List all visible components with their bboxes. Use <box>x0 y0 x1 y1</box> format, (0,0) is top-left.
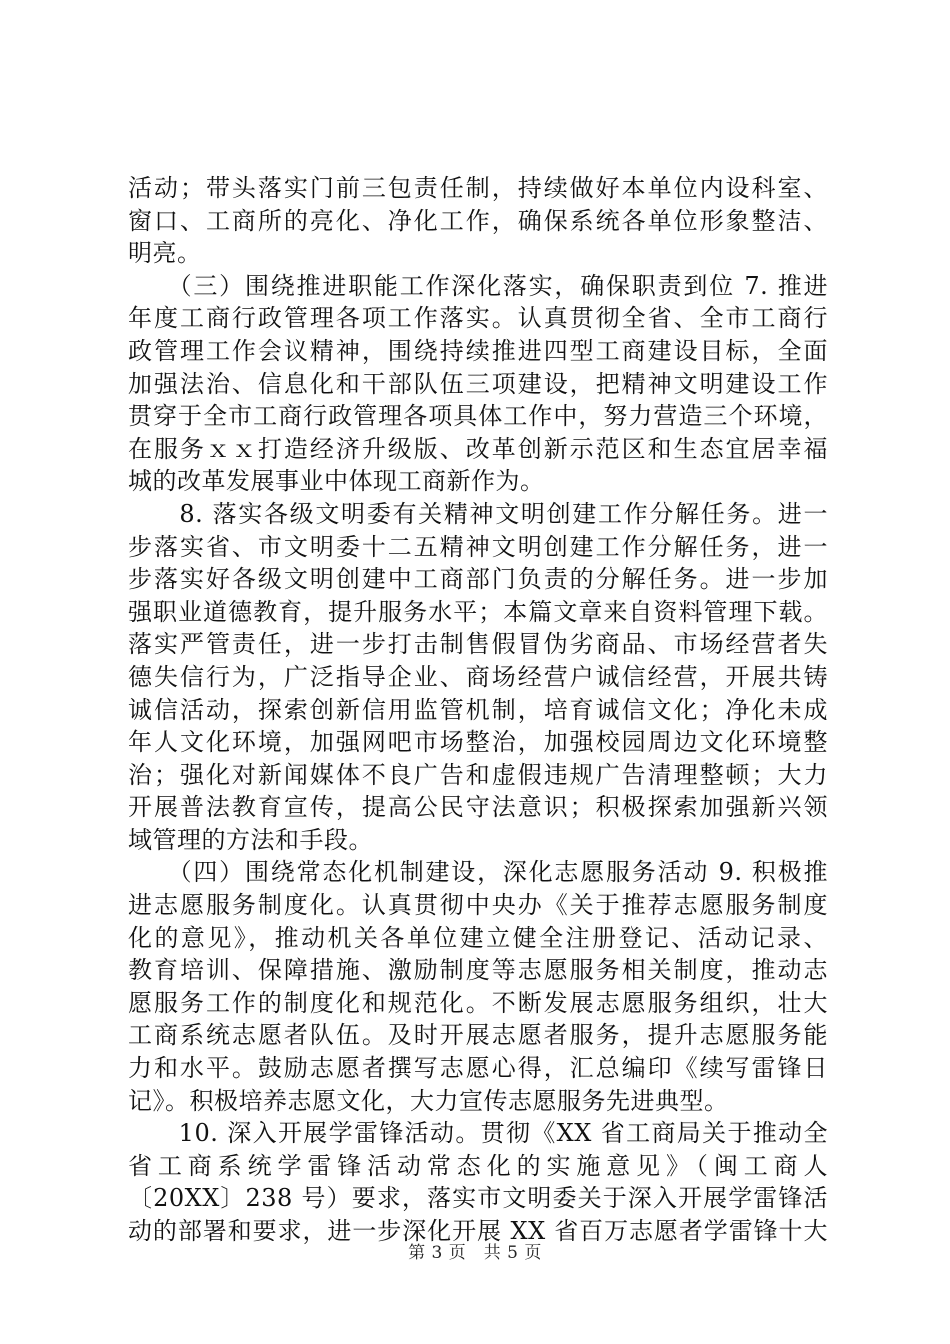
body-line: 窗口、工商所的亮化、净化工作，确保系统各单位形象整洁、 <box>128 206 828 235</box>
body-line: 步落实好各级文明创建中工商部门负责的分解任务。进一步加 <box>128 565 828 594</box>
body-line: 记》。积极培养志愿文化，大力宣传志愿服务先进典型。 <box>128 1086 729 1115</box>
body-line: 明亮。 <box>128 239 202 268</box>
body-line: 力和水平。鼓励志愿者撰写志愿心得，汇总编印《续写雷锋日 <box>128 1054 828 1083</box>
body-line: 年度工商行政管理各项工作落实。认真贯彻全省、全市工商行 <box>128 304 828 333</box>
body-line: 活动；带头落实门前三包责任制，持续做好本单位内设科室、 <box>128 174 828 202</box>
body-line: 步落实省、市文明委十二五精神文明创建工作分解任务，进一 <box>128 532 828 561</box>
body-line: 教育培训、保障措施、激励制度等志愿服务相关制度，推动志 <box>128 956 828 985</box>
body-line: 治；强化对新闻媒体不良广告和虚假违规广告清理整顿；大力 <box>128 760 828 789</box>
body-line: 城的改革发展事业中体现工商新作为。 <box>128 467 545 496</box>
body-line: 化的意见》，推动机关各单位建立健全注册登记、活动记录、 <box>128 923 828 952</box>
body-line: 愿服务工作的制度化和规范化。不断发展志愿服务组织，壮大 <box>128 988 828 1017</box>
body-line: 进志愿服务制度化。认真贯彻中央办《关于推荐志愿服务制度 <box>128 891 828 920</box>
body-line: 〔20XX〕238 号）要求，落实市文明委关于深入开展学雷锋活 <box>128 1184 828 1213</box>
body-line: 政管理工作会议精神，围绕持续推进四型工商建设目标，全面 <box>128 336 828 365</box>
body-line: 诚信活动，探索创新信用监管机制，培育诚信文化；净化未成 <box>128 695 828 724</box>
body-line: 10. 深入开展学雷锋活动。贯彻《XX 省工商局关于推动全 <box>128 1119 828 1148</box>
body-line: 在服务ｘｘ打造经济升级版、改革创新示范区和生态宜居幸福 <box>128 434 828 463</box>
body-line: 年人文化环境，加强网吧市场整治，加强校园周边文化环境整 <box>128 728 828 757</box>
body-line: 强职业道德教育，提升服务水平；本篇文章来自资料管理下载。 <box>128 597 828 626</box>
body-line: 工商系统志愿者队伍。及时开展志愿者服务，提升志愿服务能 <box>128 1021 828 1050</box>
body-line: 德失信行为，广泛指导企业、商场经营户诚信经营，开展共铸 <box>128 662 828 691</box>
body-line: 8. 落实各级文明委有关精神文明创建工作分解任务。进一 <box>128 499 828 528</box>
body-line: 开展普法教育宣传，提高公民守法意识；积极探索加强新兴领 <box>128 793 828 822</box>
body-line: 加强法治、信息化和干部队伍三项建设，把精神文明建设工作 <box>128 369 828 398</box>
body-line: （四）围绕常态化机制建设，深化志愿服务活动 9. 积极推 <box>128 858 828 887</box>
body-line: （三）围绕推进职能工作深化落实，确保职责到位 7. 推进 <box>128 271 828 300</box>
body-line: 贯穿于全市工商行政管理各项具体工作中，努力营造三个环境， <box>128 402 828 431</box>
body-line: 落实严管责任，进一步打击制售假冒伪劣商品、市场经营者失 <box>128 630 828 659</box>
body-line: 省工商系统学雷锋活动常态化的实施意见》（闽工商人 <box>128 1151 828 1180</box>
body-line: 域管理的方法和手段。 <box>128 825 373 854</box>
body-line: 动的部署和要求，进一步深化开展 XX 省百万志愿者学雷锋十大 <box>128 1217 828 1245</box>
page-number-footer: 第 3 页 共 5 页 <box>408 1243 542 1263</box>
document-body <box>128 172 828 1248</box>
